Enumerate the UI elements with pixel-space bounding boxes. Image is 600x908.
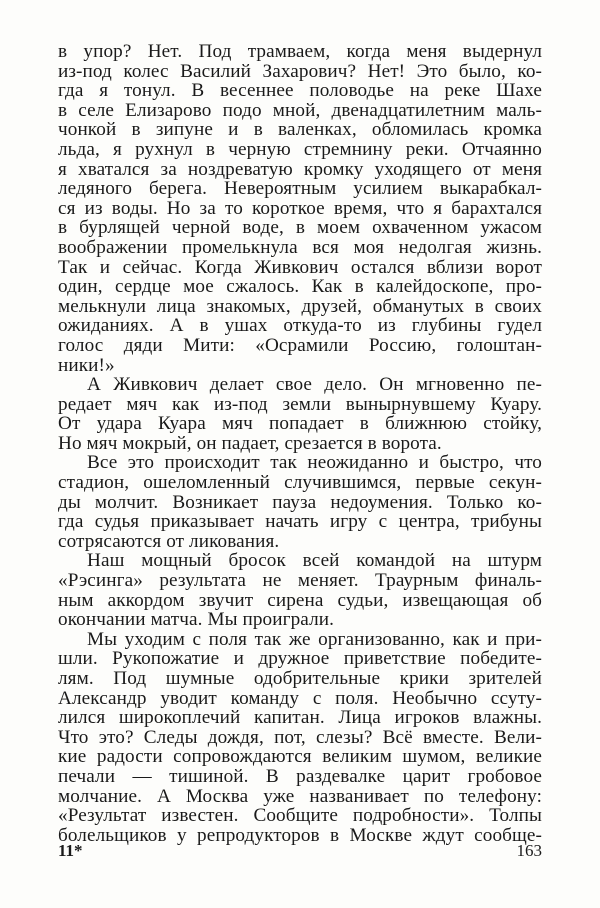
body-text [58,42,542,845]
text-line: ожиданиях. А в ушах откуда-то из глубины гудел [58,315,542,337]
text-line: лился широкоплечий капитан. Лица игроков влажны. [58,707,542,729]
text-line: в бурлящей черной воде, в моем охваченном ужасом [58,217,542,239]
text-line: печали — тишиной. В раздевалке царит гробовое [58,765,542,787]
text-line: стадион, ошеломленный случившимся, первые секун- [58,472,542,494]
text-line: ным аккордом звучит сирена судьи, извещающая об [58,589,542,611]
paragraph-start-line: Мы уходим с поля так же организованно, как и при- [87,628,542,650]
text-line: Александр уводит команду с поля. Необычно ссуту- [58,687,542,709]
text-line: От удара Куара мяч попадает в ближнюю стойку, [58,413,542,435]
page-number: 163 [516,841,542,860]
text-line: Но мяч мокрый, он падает, срезается в ворота. [58,432,442,454]
text-line: кие радости сопровождаются великим шумом, великие [58,746,542,768]
text-line: Так и сейчас. Когда Живкович остался вблизи ворот [58,256,542,278]
text-line: из-под колес Василий Захарович? Нет! Это было, ко- [58,60,542,82]
text-line: ледяного берега. Невероятным усилием выкарабкал- [58,178,542,200]
text-line: один, сердце мое сжалось. Как в калейдоскопе, про- [58,276,542,298]
text-line: гда судья приказывает начать игру с центра, трибуны [58,511,542,533]
text-line: «Результат известен. Сообщите подробности». Толпы [58,805,542,827]
text-line: в селе Елизарово подо мной, двенадцатилетним маль- [58,99,542,121]
paragraph-start-line: Наш мощный бросок всей командой на штурм [87,550,542,572]
text-line: ды молчит. Возникает пауза недоумения. Только ко- [58,491,542,513]
text-line: редает мяч как из-под земли вынырнувшему Куару. [58,393,542,415]
text-line: сотрясаются от ликования. [58,530,280,552]
text-line: в упор? Нет. Под трамваем, когда меня выдернул [58,41,542,62]
text-line: ники!» [58,354,115,376]
text-line: болельщиков у репродукторов в Москве ждут сообще- [58,824,542,846]
text-line: молчание. А Москва уже названивает по телефону: [58,785,542,807]
text-line: голос дяди Мити: «Осрамили Россию, голоштан- [58,334,542,356]
text-line: гда я тонул. В весеннее половодье на реке Шахе [58,80,542,102]
text-line: ся из воды. Но за то короткое время, что я барахтался [58,197,542,219]
text-line: я хватался за ноздреватую кромку уходящего от меня [58,158,542,180]
text-line: «Рэсинга» результата не меняет. Траурным финаль- [58,570,542,592]
text-line: окончании матча. Мы проиграли. [58,609,335,631]
text-line: Что это? Следы дождя, пот, слезы? Всё вместе. Вели- [58,726,542,748]
printer-signature-mark: 11* [58,841,83,860]
paragraph-start-line: Все это происходит так неожиданно и быстро, что [87,452,542,474]
text-line: мелькнули лица знакомых, друзей, обманутых в своих [58,295,542,317]
text-line: воображении промелькнула вся моя недолгая жизнь. [58,236,542,258]
text-line: чонкой в зипуне и в валенках, обломилась кромка [58,119,542,141]
text-line: шли. Рукопожатие и дружное приветствие победите- [58,648,542,670]
text-line: льда, я рухнул в черную стремнину реки. Отчаянно [58,138,542,160]
paragraph-start-line: А Живкович делает свое дело. Он мгновенно пе- [87,374,542,396]
page-footer [58,841,542,865]
text-line: лям. Под шумные одобрительные крики зрителей [58,668,542,689]
